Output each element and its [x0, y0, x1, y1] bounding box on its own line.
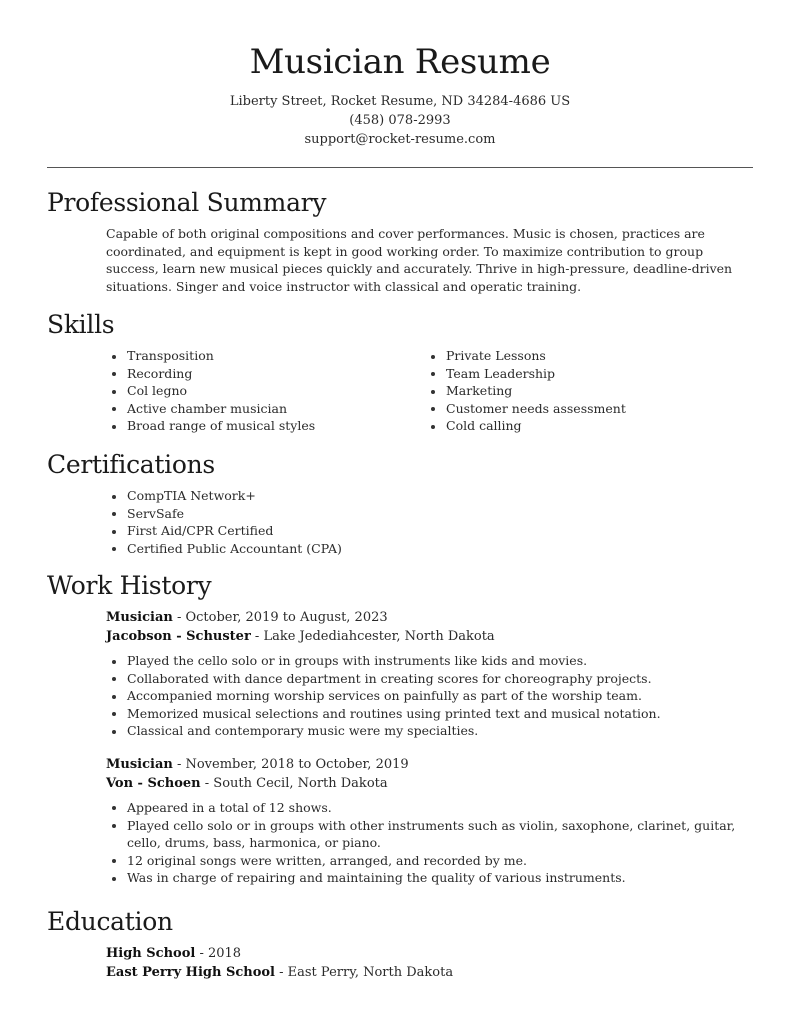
job-title-line [106, 608, 753, 627]
skill-item: Customer needs assessment [425, 400, 744, 418]
job-bullets [106, 799, 753, 887]
phone: (458) 078-2993 [349, 113, 451, 128]
job-entry [106, 755, 753, 887]
certification-item: ServSafe [106, 505, 753, 523]
skill-item: Transposition [106, 347, 425, 365]
education-degree-line [106, 944, 753, 963]
skills-grid [106, 347, 753, 435]
work-history-body [106, 608, 753, 887]
certification-item: CompTIA Network+ [106, 487, 753, 505]
skill-item: Cold calling [425, 417, 744, 435]
job-bullet: Collaborated with dance department in creating scores for choreography projects. [106, 670, 753, 688]
header-divider [47, 167, 753, 168]
section-certifications [47, 449, 753, 557]
job-location: - Lake Jedediahcester, North Dakota [250, 629, 495, 644]
summary-text: Capable of both original compositions and cover performances. Music is chosen, practices are coordinated, and equipment is kept in good working order. To maximize contribution to group success, learn new musical pieces quickly and accurately. Thrive in high-pressure, deadline-driven situations. Singer and voice instructor with classical and operatic training. [106, 226, 733, 294]
job-bullet: Accompanied morning worship services on painfully as part of the worship team. [106, 687, 753, 705]
job-dates: - November, 2018 to October, 2019 [172, 756, 409, 772]
education-school: East Perry High School [106, 965, 275, 980]
address: Liberty Street, Rocket Resume, ND 34284-4686 US [229, 94, 571, 109]
section-title-certifications: Certifications [47, 450, 215, 479]
skills-column-right [425, 347, 744, 435]
skill-item: Broad range of musical styles [106, 417, 425, 435]
section-title-education: Education [47, 907, 173, 936]
job-role: Musician [106, 610, 173, 625]
job-bullet: Classical and contemporary music were my specialties. [106, 722, 753, 740]
certifications-list [106, 487, 753, 557]
education-body [106, 944, 753, 982]
page-title: Musician Resume [249, 42, 551, 82]
skill-item: Team Leadership [425, 365, 744, 383]
section-title-skills: Skills [47, 310, 115, 339]
education-year: - 2018 [195, 946, 242, 961]
section-summary [47, 187, 753, 295]
education-location: - East Perry, North Dakota [274, 965, 454, 980]
job-bullet: Played cello solo or in groups with other instruments such as violin, saxophone, clarinet, guitar, cello, drums, bass, harmonica, or piano. [106, 817, 753, 852]
skill-item: Marketing [425, 382, 744, 400]
job-company-line [106, 627, 753, 646]
education-school-line [106, 963, 753, 982]
section-title-summary: Professional Summary [47, 188, 327, 217]
skills-column-left [106, 347, 425, 435]
skill-item: Recording [106, 365, 425, 383]
job-bullet: 12 original songs were written, arranged, and recorded by me. [106, 852, 753, 870]
email: support@rocket-resume.com [304, 132, 496, 147]
skill-item: Col legno [106, 382, 425, 400]
job-entry [106, 608, 753, 740]
job-dates: - October, 2019 to August, 2023 [172, 610, 388, 625]
certification-item: First Aid/CPR Certified [106, 522, 753, 540]
job-location: - South Cecil, North Dakota [200, 775, 388, 791]
section-skills [47, 309, 753, 435]
job-title-line [106, 755, 753, 774]
job-bullet: Memorized musical selections and routines using printed text and musical notation. [106, 705, 753, 723]
certification-item: Certified Public Accountant (CPA) [106, 540, 753, 558]
contact-info [0, 92, 800, 149]
resume-header [0, 40, 800, 149]
section-title-work: Work History [47, 571, 212, 600]
job-bullet: Played the cello solo or in groups with instruments like kids and movies. [106, 652, 753, 670]
job-bullets [106, 652, 753, 740]
section-work-history [47, 570, 753, 887]
skill-item: Private Lessons [425, 347, 744, 365]
job-company-line [106, 774, 753, 793]
job-bullet: Appeared in a total of 12 shows. [106, 799, 753, 817]
job-role: Musician [106, 756, 173, 772]
job-company: Jacobson - Schuster [106, 629, 251, 644]
skill-item: Active chamber musician [106, 400, 425, 418]
certifications-list-wrap [106, 487, 753, 557]
education-degree: High School [106, 946, 196, 961]
job-company: Von - Schoen [106, 775, 201, 791]
job-bullet: Was in charge of repairing and maintaining the quality of various instruments. [106, 869, 753, 887]
section-education [47, 906, 753, 982]
